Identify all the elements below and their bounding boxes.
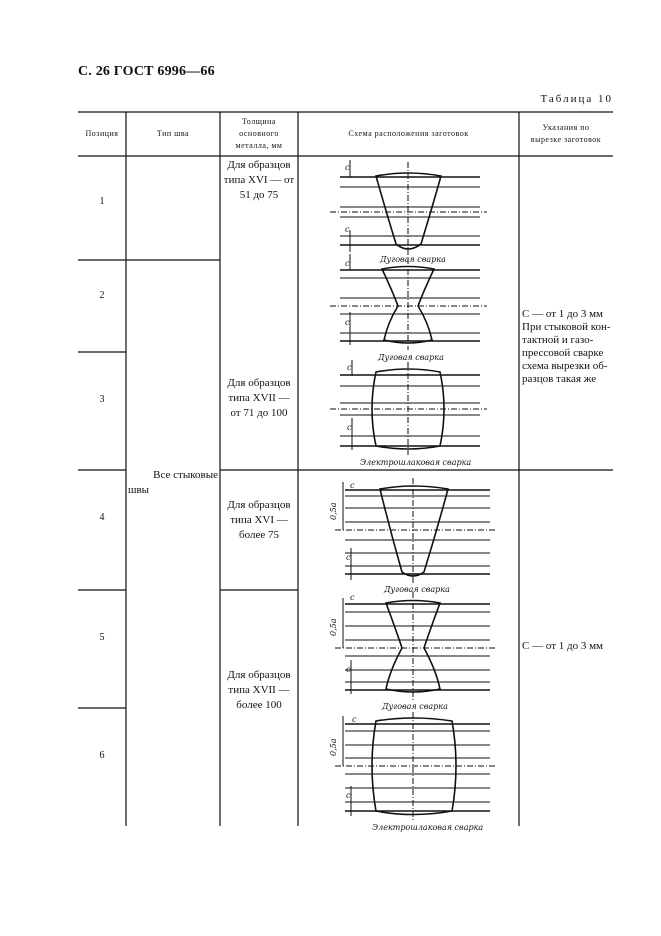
dim-c: c [347,363,352,372]
page-title: С. 26 ГОСТ 6996—66 [78,64,215,79]
diagram-5 [335,592,497,700]
row-position: 4 [99,512,105,523]
dim-c: c [345,259,350,268]
diagram-2 [330,254,487,350]
dim-c: c [347,423,352,432]
row-position: 5 [99,632,105,643]
dim-half-a: 0,5a [329,738,338,756]
col-position: Позиция [85,129,119,138]
row-position: 1 [99,196,105,207]
dim-c: c [352,715,357,724]
note-upper: С — от 1 до 3 мм При стыковой кон- тактной и газо- прессовой сварке схема вырезки об- разцов такая же [522,308,611,385]
dim-c: c [345,225,350,234]
col-seam-type: Тип шва [156,129,190,138]
caption-4: Дуговая сварка [384,585,450,594]
diagram-6 [335,712,497,820]
col-instructions: Указания по вырезке заготовок [530,123,602,144]
dim-c: c [345,163,350,172]
dim-c: c [350,481,355,490]
row-position: 2 [99,290,105,301]
col-thickness: Толщина основного металла, мм [235,117,283,150]
diagram-1 [330,160,487,255]
note-lower: С — от 1 до 3 мм [522,640,604,652]
caption-3: Электрошлаковая сварка [360,458,472,467]
diagram-4 [335,478,497,585]
dim-c: c [346,665,351,674]
row-position: 3 [99,394,105,405]
caption-1: Дуговая сварка [380,255,446,264]
thickness-group-2: Для образцов типа XVII — от 71 до 100 [227,377,291,419]
table-label: Таблица 10 [540,93,613,105]
thickness-group-1: Для образцов типа XVI — от 51 до 75 [223,159,295,201]
col-scheme: Схема расположения заготовок [348,129,469,138]
caption-6: Электрошлаковая сварка [372,823,484,832]
thickness-group-3: Для образцов типа XVI — более 75 [227,499,291,541]
caption-5: Дуговая сварка [382,702,448,711]
dim-c: c [350,593,355,602]
dim-half-a: 0,5a [329,502,338,520]
dim-half-a: 0,5a [329,618,338,636]
caption-2: Дуговая сварка [378,353,444,362]
diagram-3 [330,360,490,470]
dim-c: c [346,553,351,562]
seam-type-value: Все стыковые швы [128,469,218,496]
thickness-group-4: Для образцов типа XVII — более 100 [227,669,291,711]
dim-c: c [345,318,350,327]
dim-c: c [346,791,351,800]
row-position: 6 [99,750,105,761]
